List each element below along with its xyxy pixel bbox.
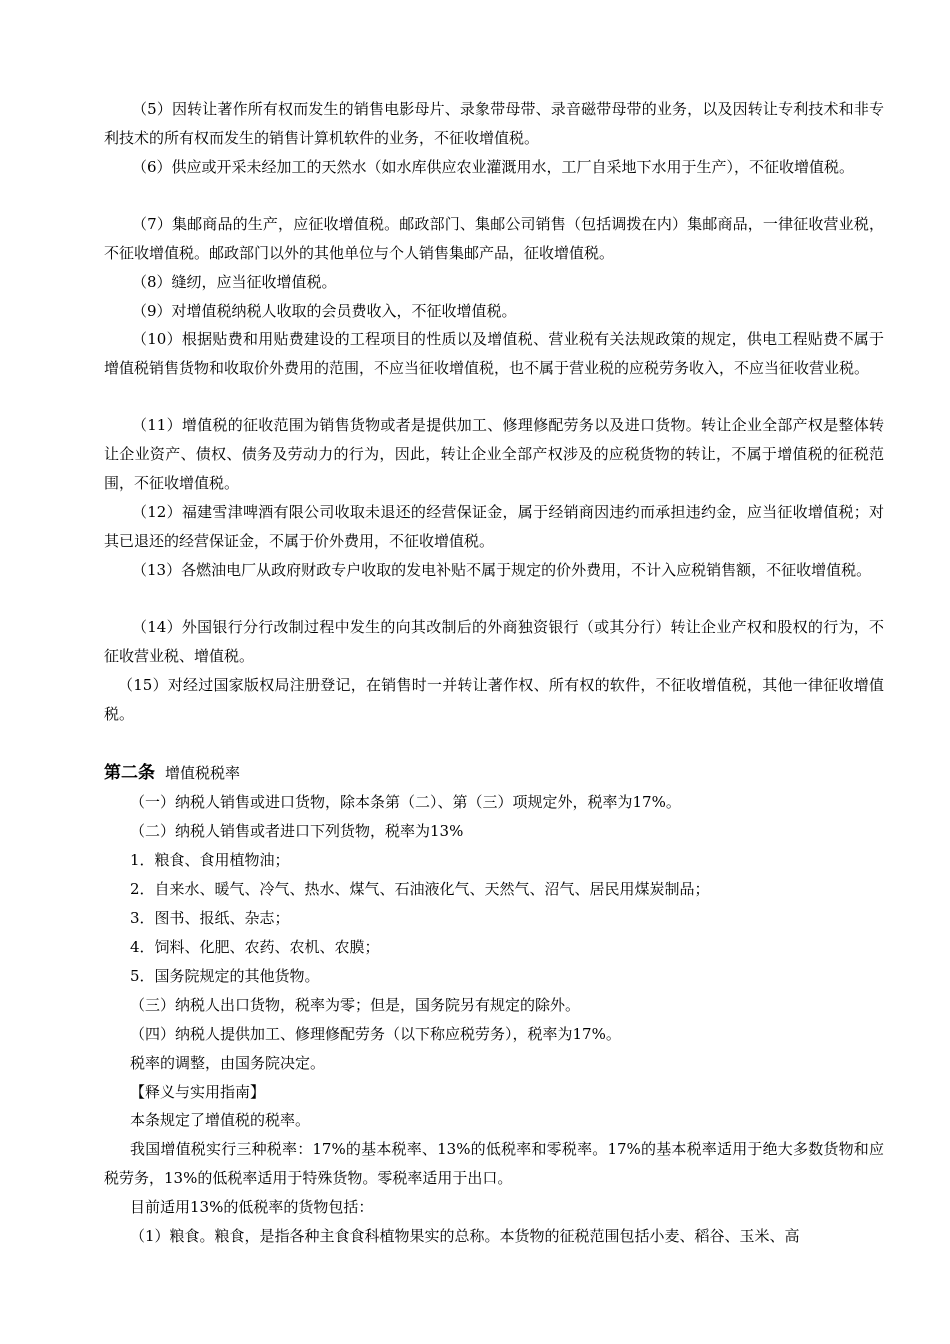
goods-item-5: 5．国务院规定的其他货物。 <box>130 967 320 985</box>
goods-item-4: 4．饲料、化肥、农药、农机、农膜； <box>130 938 380 956</box>
rate-adjustment-note: 税率的调整，由国务院决定。 <box>130 1054 326 1072</box>
goods-item-3: 3．图书、报纸、杂志； <box>130 909 290 927</box>
rate-clause-4: （四）纳税人提供加工、修理修配劳务（以下称应税劳务），税率为17%。 <box>130 1025 621 1043</box>
paragraph-item-9: （9）对增值税纳税人收取的会员费收入，不征收增值税。 <box>132 302 517 320</box>
paragraph-item-6: （6）供应或开采未经加工的天然水（如水库供应农业灌溉用水，工厂自采地下水用于生产），不征收增值税。 <box>132 158 855 176</box>
rate-clause-3: （三）纳税人出口货物，税率为零；但是，国务院另有规定的除外。 <box>130 996 581 1014</box>
article-title: 增值税税率 <box>165 764 241 782</box>
guide-grain-paragraph: （1）粮食。粮食，是指各种主食食科植物果实的总称。本货物的征税范围包括小麦、稻谷、玉米、高 <box>130 1227 800 1245</box>
article-heading <box>104 759 884 788</box>
paragraph-item-14: （14）外国银行分行改制过程中发生的向其改制后的外商独资银行（或其分行）转让企业产权和股权的行为，不征收营业税、增值税。 <box>104 618 884 665</box>
goods-item-2: 2．自来水、暖气、冷气、热水、煤气、石油液化气、天然气、沼气、居民用煤炭制品； <box>130 880 710 898</box>
article-label: 第二条 <box>104 763 155 783</box>
paragraph-item-8: （8）缝纫，应当征收增值税。 <box>132 273 337 291</box>
paragraph-item-11: （11）增值税的征收范围为销售货物或者是提供加工、修理修配劳务以及进口货物。转让企业全部产权是整体转让企业资产、债权、债务及劳动力的行为，因此，转让企业全部产权涉及的应税货物的转让，不属于增值税的征税范围，不征收增值税。 <box>104 416 884 492</box>
paragraph-item-5: （5）因转让著作所有权而发生的销售电影母片、录象带母带、录音磁带母带的业务，以及因转让专利技术和非专利技术的所有权而发生的销售计算机软件的业务，不征收增值税。 <box>104 100 884 147</box>
goods-item-1: 1．粮食、食用植物油； <box>130 851 290 869</box>
paragraph-item-7: （7）集邮商品的生产，应征收增值税。邮政部门、集邮公司销售（包括调拨在内）集邮商品，一律征收营业税，不征收增值税。邮政部门以外的其他单位与个人销售集邮产品，征收增值税。 <box>104 215 884 262</box>
paragraph-item-12: （12）福建雪津啤酒有限公司收取未退还的经营保证金，属于经销商因违约而承担违约金，应当征收增值税；对其已退还的经营保证金，不属于价外费用，不征收增值税。 <box>104 503 884 550</box>
guide-intro: 本条规定了增值税的税率。 <box>130 1111 311 1129</box>
rate-clause-2: （二）纳税人销售或者进口下列货物，税率为13% <box>130 822 464 840</box>
guide-goods-intro: 目前适用13%的低税率的货物包括： <box>130 1198 374 1216</box>
paragraph-item-10: （10）根据贴费和用贴费建设的工程项目的性质以及增值税、营业税有关法规政策的规定，供电工程贴费不属于增值税销售货物和收取价外费用的范围，不应当征收增值税，也不属于营业税的应税劳务收入，不应当征收营业税。 <box>104 330 884 377</box>
guide-rates-paragraph: 我国增值税实行三种税率：17%的基本税率、13%的低税率和零税率。17%的基本税率适用于绝大多数货物和应税劳务，13%的低税率适用于特殊货物。零税率适用于出口。 <box>104 1140 884 1187</box>
guide-heading: 【释义与实用指南】 <box>130 1083 266 1101</box>
rate-clause-1: （一）纳税人销售或进口货物，除本条第（二）、第（三）项规定外，税率为17%。 <box>130 793 681 811</box>
paragraph-item-15: （15）对经过国家版权局注册登记，在销售时一并转让著作权、所有权的软件，不征收增值税，其他一律征收增值税。 <box>104 676 884 723</box>
paragraph-item-13: （13）各燃油电厂从政府财政专户收取的发电补贴不属于规定的价外费用，不计入应税销售额，不征收增值税。 <box>132 561 872 579</box>
